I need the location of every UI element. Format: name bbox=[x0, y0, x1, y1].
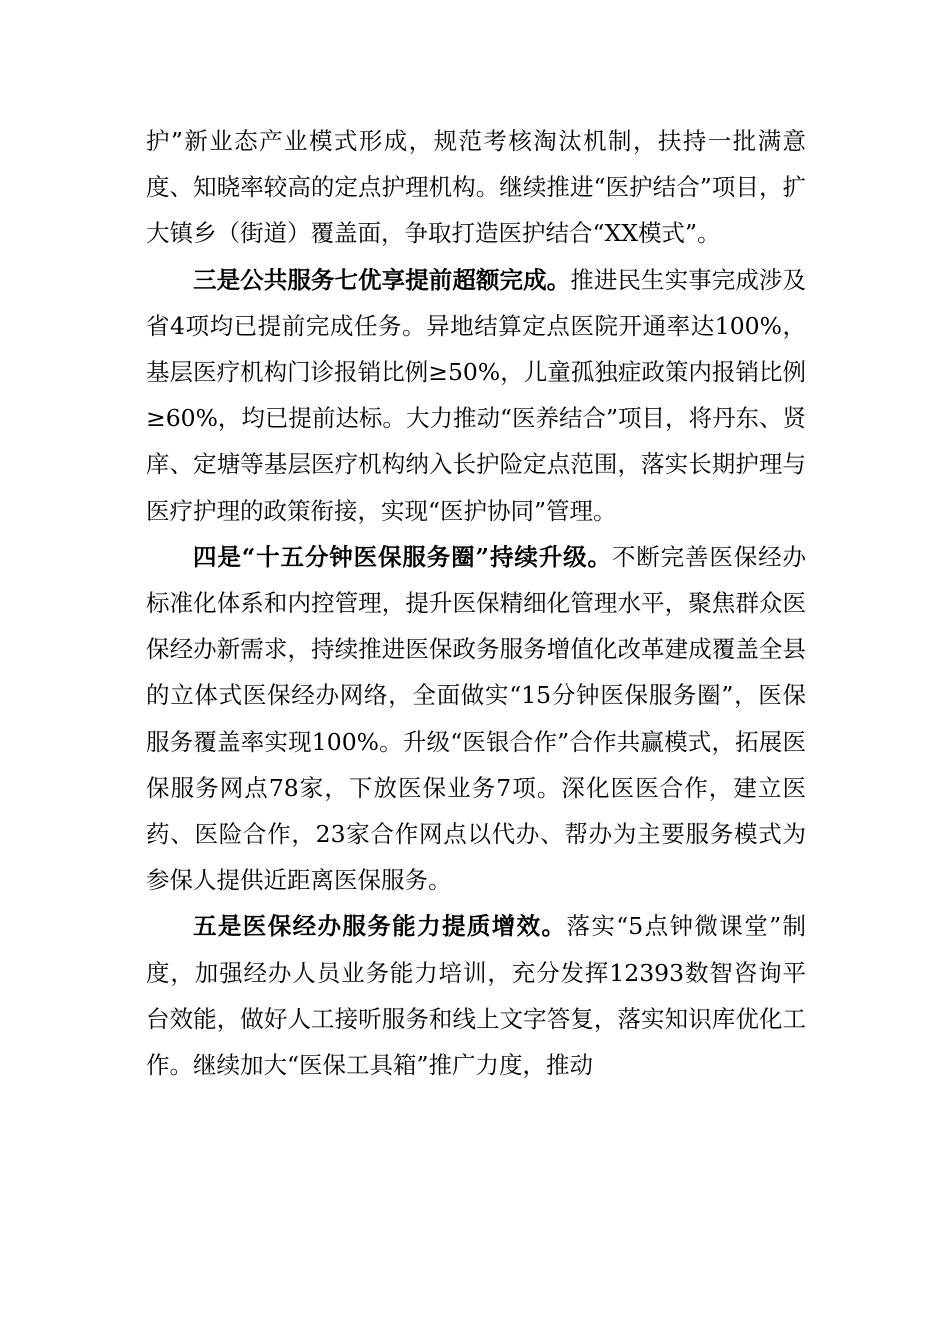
document-page bbox=[146, 118, 806, 1088]
paragraph-body: 落实“5点钟微课堂”制度，加强经办人员业务能力培训，充分发挥12393数智咨询平台效能，做好人工接听服务和线上文字答复，落实知识库优化工作。继续加大“医保工具箱”推广力度，推动 bbox=[146, 912, 807, 1080]
paragraph-body: 推进民生实事完成涉及省4项均已提前完成任务。异地结算定点医院开通率达100%，基层医疗机构门诊报销比例≥50%，儿童孤独症政策内报销比例≥60%，均已提前达标。大力推动“医养结合”项目，将丹东、贤庠、定塘等基层医疗机构纳入长护险定点范围，落实长期护理与医疗护理的政策衔接，实现“医护协同”管理。 bbox=[146, 265, 807, 525]
paragraph-heading: 五是医保经办服务能力提质增效。 bbox=[193, 912, 567, 941]
paragraph-heading: 三是公共服务七优享提前超额完成。 bbox=[193, 265, 571, 294]
paragraph-body: 护”新业态产业模式形成，规范考核淘汰机制，扶持一批满意度、知晓率较高的定点护理机构。继续推进“医护结合”项目，扩大镇乡（街道）覆盖面，争取打造医护结合“XX模式”。 bbox=[146, 127, 806, 248]
paragraph-body: 不断完善医保经办标准化体系和内控管理，提升医保精细化管理水平，聚焦群众医保经办新需求，持续推进医保政务服务增值化改革建成覆盖全县的立体式医保经办网络，全面做实“15分钟医保服务圈”，医保服务覆盖率实现100%。升级“医银合作”合作共赢模式，拓展医保服务网点78家，下放医保业务7项。深化医医合作，建立医药、医险合作，23家合作网点以代办、帮办为主要服务模式为参保人提供近距离医保服务。 bbox=[146, 542, 806, 895]
paragraph-public-services bbox=[146, 257, 806, 534]
paragraph-continuation bbox=[146, 118, 806, 257]
paragraph-service-circle bbox=[146, 534, 806, 904]
paragraph-service-capacity bbox=[146, 903, 806, 1088]
paragraph-heading: 四是“十五分钟医保服务圈”持续升级。 bbox=[193, 542, 612, 571]
